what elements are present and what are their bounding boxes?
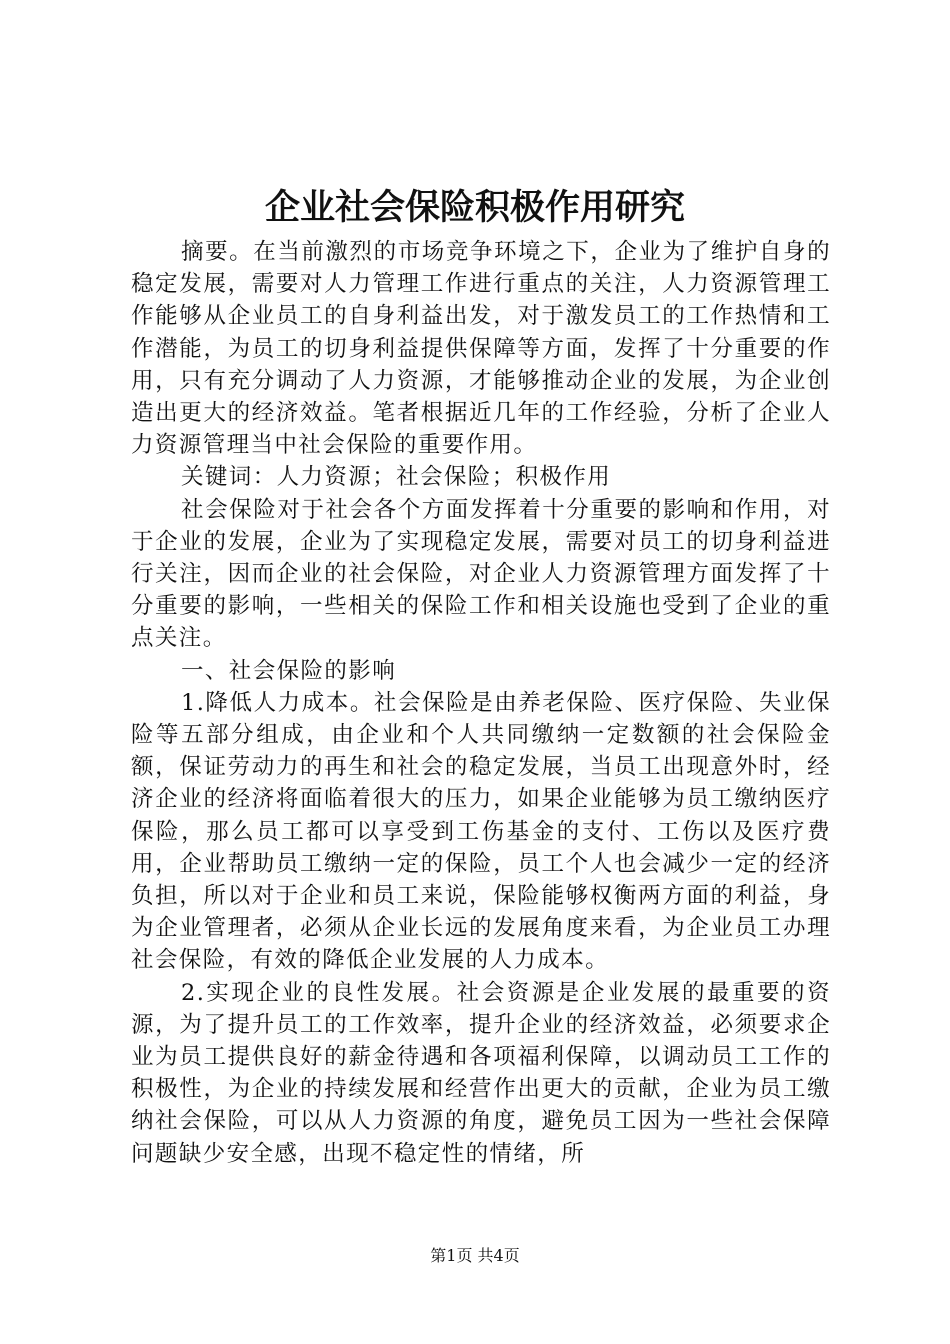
body-paragraph: 1.降低人力成本。社会保险是由养老保险、医疗保险、失业保险等五部分组成，由企业和个人共同缴纳一定数额的社会保险金额，保证劳动力的再生和社会的稳定发展，当员工出现意外时，经济企业的经济将面临着很大的压力，如果企业能够为员工缴纳医疗保险，那么员工都可以享受到工伤基金的支付、工伤以及医疗费用，企业帮助员工缴纳一定的保险，员工个人也会减少一定的经济负担，所以对于企业和员工来说，保险能够权衡两方面的利益，身为企业管理者，必须从企业长远的发展角度来看，为企业员工办理社会保险，有效的降低企业发展的人力成本。 [131,689,831,974]
body-paragraph: 2.实现企业的良性发展。社会资源是企业发展的最重要的资源，为了提升员工的工作效率，提升企业的经济效益，必须要求企业为员工提供良好的薪金待遇和各项福利保障，以调动员工工作的积极性，为企业的持续发展和经营作出更大的贡献，企业为员工缴纳社会保险，可以从人力资源的角度，避免员工因为一些社会保障问题缺少安全感，出现不稳定性的情绪，所 [131,979,831,1167]
intro-paragraph: 社会保险对于社会各个方面发挥着十分重要的影响和作用，对于企业的发展，企业为了实现稳定发展，需要对员工的切身利益进行关注，因而企业的社会保险，对企业人力资源管理方面发挥了十分重要的影响，一些相关的保险工作和相关设施也受到了企业的重点关注。 [131,496,831,652]
keywords-paragraph: 关键词：人力资源；社会保险；积极作用 [181,464,612,491]
document-body [131,236,831,1170]
page-footer: 第1页 共4页 [430,1246,520,1265]
section-heading: 一、社会保险的影响 [181,657,397,684]
document-title: 企业社会保险积极作用研究 [264,187,685,228]
abstract-paragraph: 摘要。在当前激烈的市场竞争环境之下，企业为了维护自身的稳定发展，需要对人力管理工作进行重点的关注，人力资源管理工作能够从企业员工的自身利益出发，对于激发员工的工作热情和工作潜能，为员工的切身利益提供保障等方面，发挥了十分重要的作用，只有充分调动了人力资源，才能够推动企业的发展，为企业创造出更大的经济效益。笔者根据近几年的工作经验，分析了企业人力资源管理当中社会保险的重要作用。 [131,239,831,459]
